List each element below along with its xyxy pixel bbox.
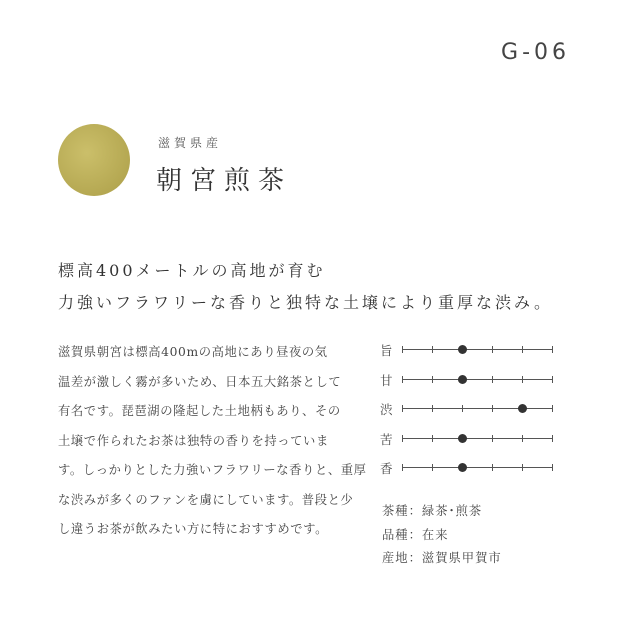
taste-tick (402, 346, 403, 353)
taste-row (380, 454, 560, 484)
taste-level-dot (458, 375, 467, 384)
taste-tick (522, 346, 523, 353)
product-name: 朝宮煎茶 (156, 166, 293, 196)
taste-tick (432, 346, 433, 353)
taste-track (402, 379, 552, 380)
taste-tick (552, 435, 553, 442)
description-line: 有名です。琵琶湖の隆起した土地柄もあり、その (58, 404, 341, 418)
taste-level-dot (458, 463, 467, 472)
description-line: 滋賀県朝宮は標高400mの高地にあり昼夜の気 (58, 345, 328, 359)
taste-tick (492, 376, 493, 383)
taste-level-dot (458, 434, 467, 443)
description-line: な渋みが多くのファンを虜にしています。普段と少 (58, 492, 354, 507)
taste-tick (402, 464, 403, 471)
description-line: 土壌で作られたお茶は独特の香りを持っていま (58, 433, 329, 448)
description (58, 338, 367, 545)
taste-tick (432, 405, 433, 412)
taste-tick (402, 435, 403, 442)
tea-region: 産地：滋賀県甲賀市 (382, 551, 502, 565)
tagline-line-1: 標高400メートルの高地が育む (58, 261, 326, 280)
taste-tick (492, 464, 493, 471)
product-code: G-06 (501, 40, 570, 65)
taste-tick (432, 376, 433, 383)
taste-row (380, 336, 560, 366)
taste-tick (432, 464, 433, 471)
taste-label: 苦 (380, 431, 393, 447)
taste-tick (522, 435, 523, 442)
tea-variety: 品種：在来 (382, 527, 449, 542)
taste-tick (492, 435, 493, 442)
taste-tick (522, 376, 523, 383)
tea-type: 茶種：緑茶･煎茶 (382, 504, 483, 518)
taste-tick (492, 346, 493, 353)
taste-tick (552, 346, 553, 353)
taste-track (402, 349, 552, 350)
taste-row (380, 395, 560, 425)
taste-label: 旨 (380, 343, 393, 358)
tea-color-swatch (58, 124, 130, 196)
taste-tick (462, 405, 463, 412)
tea-info (382, 500, 502, 571)
taste-tick (522, 464, 523, 471)
taste-tick (552, 464, 553, 471)
taste-level-dot (458, 345, 467, 354)
taste-tick (552, 405, 553, 412)
taste-track (402, 408, 552, 409)
taste-tick (492, 405, 493, 412)
taste-label: 甘 (380, 372, 393, 388)
tagline-line-2: 力強いフラワリーな香りと独特な土壌により重厚な渋み。 (58, 293, 553, 312)
taste-tick (402, 405, 403, 412)
description-line: す。しっかりとした力強いフラワリーな香りと、重厚 (58, 463, 367, 477)
taste-tick (552, 376, 553, 383)
taste-label: 渋 (380, 402, 393, 417)
taste-level-dot (518, 404, 527, 413)
taste-tick (432, 435, 433, 442)
description-line: し違うお茶が飲みたい方に特におすすめです。 (58, 522, 328, 536)
taste-scale (380, 336, 560, 484)
taste-row (380, 366, 560, 396)
taste-label: 香 (380, 461, 393, 476)
taste-tick (402, 376, 403, 383)
description-line: 温差が激しく霧が多いため、日本五大銘茶として (58, 374, 342, 389)
origin-label: 滋賀県産 (158, 136, 223, 150)
taste-track (402, 438, 552, 439)
taste-row (380, 425, 560, 455)
taste-track (402, 467, 552, 468)
